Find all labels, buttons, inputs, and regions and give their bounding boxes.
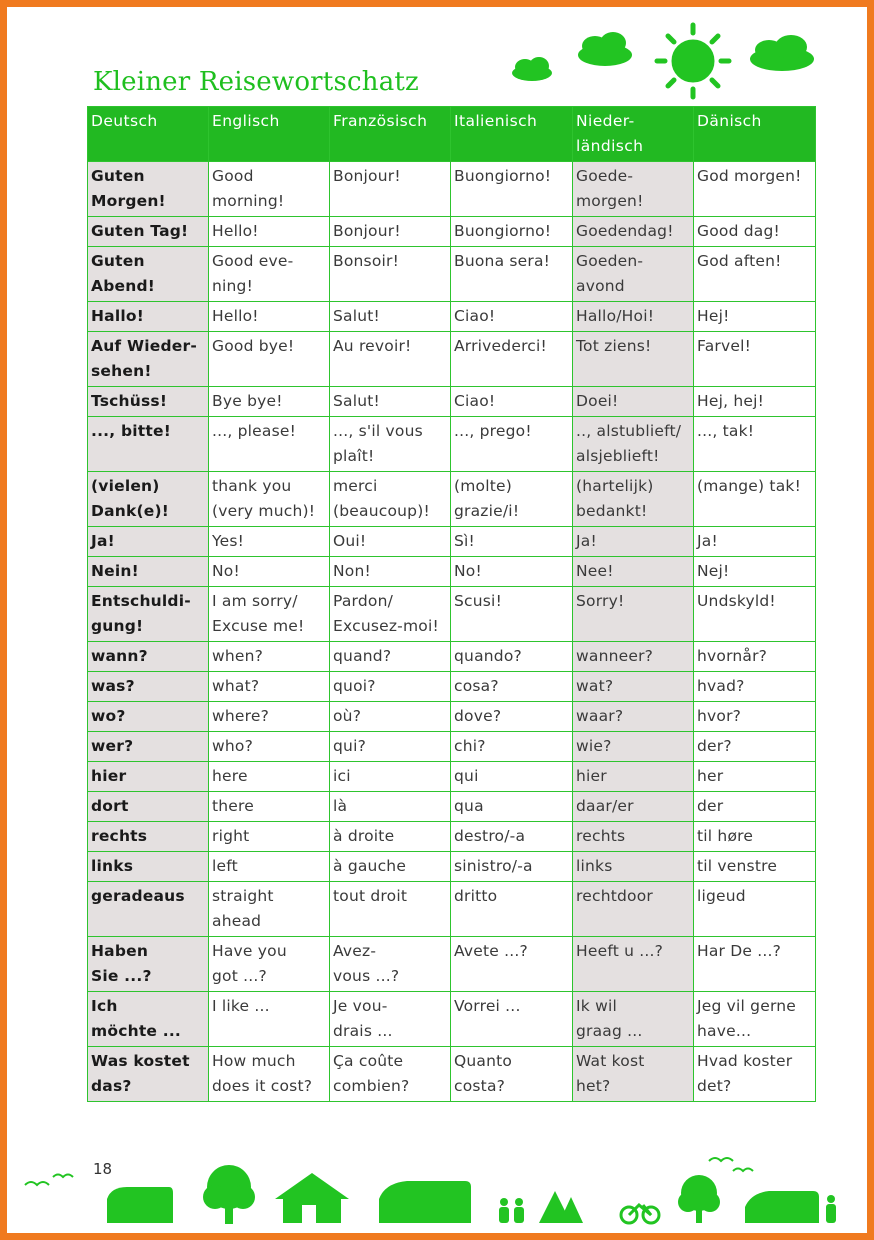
translation-cell: quando? — [451, 642, 573, 672]
translation-cell: Ça coûte combien? — [330, 1047, 451, 1102]
german-term: wo? — [88, 702, 209, 732]
translation-cell: I am sorry/ Excuse me! — [209, 587, 330, 642]
translation-cell: God aften! — [694, 247, 816, 302]
translation-cell: Bonsoir! — [330, 247, 451, 302]
german-term: links — [88, 852, 209, 882]
german-term: hier — [88, 762, 209, 792]
translation-cell: straight ahead — [209, 882, 330, 937]
translation-cell: rechtdoor — [573, 882, 694, 937]
german-term: rechts — [88, 822, 209, 852]
translation-cell: Undskyld! — [694, 587, 816, 642]
sun-icon — [657, 25, 729, 97]
translation-cell: No! — [209, 557, 330, 587]
german-term: Was kostet das? — [88, 1047, 209, 1102]
translation-cell: Pardon/ Excusez-moi! — [330, 587, 451, 642]
german-term: Haben Sie ...? — [88, 937, 209, 992]
translation-cell: left — [209, 852, 330, 882]
german-term: was? — [88, 672, 209, 702]
german-term: Guten Abend! — [88, 247, 209, 302]
translation-cell: (molte) grazie/i! — [451, 472, 573, 527]
translation-cell: Au revoir! — [330, 332, 451, 387]
table-row — [88, 417, 816, 472]
column-header: Italienisch — [451, 107, 573, 162]
table-row — [88, 732, 816, 762]
translation-cell: hier — [573, 762, 694, 792]
table-row — [88, 1047, 816, 1102]
translation-cell: Non! — [330, 557, 451, 587]
translation-cell: God morgen! — [694, 162, 816, 217]
translation-cell: Ik wil graag ... — [573, 992, 694, 1047]
cloud-icon — [750, 35, 814, 71]
german-term: Hallo! — [88, 302, 209, 332]
translation-cell: dritto — [451, 882, 573, 937]
translation-cell: Nee! — [573, 557, 694, 587]
german-term: Tschüss! — [88, 387, 209, 417]
translation-cell: quoi? — [330, 672, 451, 702]
translation-cell: I like ... — [209, 992, 330, 1047]
table-row — [88, 992, 816, 1047]
vocabulary-table — [87, 106, 816, 1102]
table-row — [88, 822, 816, 852]
translation-cell: her — [694, 762, 816, 792]
table-row — [88, 642, 816, 672]
bottom-illustration — [7, 1147, 867, 1233]
column-header: Deutsch — [88, 107, 209, 162]
translation-cell: Good eve- ning! — [209, 247, 330, 302]
translation-cell: Avez- vous ...? — [330, 937, 451, 992]
german-term: Auf Wieder- sehen! — [88, 332, 209, 387]
table-row — [88, 882, 816, 937]
table-row — [88, 852, 816, 882]
translation-cell: cosa? — [451, 672, 573, 702]
translation-cell: chi? — [451, 732, 573, 762]
translation-cell: à droite — [330, 822, 451, 852]
translation-cell: waar? — [573, 702, 694, 732]
translation-cell: Have you got ...? — [209, 937, 330, 992]
german-term: dort — [88, 792, 209, 822]
top-illustration — [497, 17, 857, 107]
german-term: Entschuldi- gung! — [88, 587, 209, 642]
translation-cell: til venstre — [694, 852, 816, 882]
translation-cell: what? — [209, 672, 330, 702]
table-row — [88, 217, 816, 247]
translation-cell: How much does it cost? — [209, 1047, 330, 1102]
translation-cell: Salut! — [330, 387, 451, 417]
translation-cell: tout droit — [330, 882, 451, 937]
translation-cell: rechts — [573, 822, 694, 852]
translation-cell: wanneer? — [573, 642, 694, 672]
tents-icon — [539, 1191, 583, 1223]
table-row — [88, 387, 816, 417]
translation-cell: (hartelijk) bedankt! — [573, 472, 694, 527]
translation-cell: Yes! — [209, 527, 330, 557]
translation-cell: Farvel! — [694, 332, 816, 387]
translation-cell: qua — [451, 792, 573, 822]
translation-cell: Ja! — [573, 527, 694, 557]
translation-cell: Ja! — [694, 527, 816, 557]
translation-cell: Ciao! — [451, 302, 573, 332]
translation-cell: sinistro/-a — [451, 852, 573, 882]
translation-cell: ..., tak! — [694, 417, 816, 472]
translation-cell: thank you (very much)! — [209, 472, 330, 527]
translation-cell: Nej! — [694, 557, 816, 587]
translation-cell: there — [209, 792, 330, 822]
translation-cell: Tot ziens! — [573, 332, 694, 387]
translation-cell: Hello! — [209, 302, 330, 332]
german-term: Nein! — [88, 557, 209, 587]
motorhome-icon — [379, 1181, 471, 1223]
translation-cell: where? — [209, 702, 330, 732]
translation-cell: hvornår? — [694, 642, 816, 672]
german-term: wer? — [88, 732, 209, 762]
translation-cell: destro/-a — [451, 822, 573, 852]
table-body — [88, 162, 816, 1102]
translation-cell: Hvad koster det? — [694, 1047, 816, 1102]
house-icon — [275, 1173, 349, 1223]
table-row — [88, 587, 816, 642]
tree-icon — [203, 1165, 255, 1224]
translation-cell: Scusi! — [451, 587, 573, 642]
van-icon — [745, 1191, 819, 1223]
table-row — [88, 302, 816, 332]
birds-icon — [709, 1158, 753, 1171]
translation-cell: ici — [330, 762, 451, 792]
table-row — [88, 162, 816, 217]
translation-cell: wie? — [573, 732, 694, 762]
translation-cell: qui? — [330, 732, 451, 762]
translation-cell: Goede- morgen! — [573, 162, 694, 217]
translation-cell: ligeud — [694, 882, 816, 937]
translation-cell: où? — [330, 702, 451, 732]
translation-cell: quand? — [330, 642, 451, 672]
cloud-icon — [512, 57, 552, 81]
translation-cell: Hej! — [694, 302, 816, 332]
translation-cell: daar/er — [573, 792, 694, 822]
table-row — [88, 762, 816, 792]
column-header: Dänisch — [694, 107, 816, 162]
translation-cell: links — [573, 852, 694, 882]
translation-cell: Hallo/Hoi! — [573, 302, 694, 332]
table-row — [88, 332, 816, 387]
column-header: Englisch — [209, 107, 330, 162]
german-term: Ich möchte ... — [88, 992, 209, 1047]
caravan-icon — [107, 1187, 173, 1223]
translation-cell: Sì! — [451, 527, 573, 557]
german-term: wann? — [88, 642, 209, 672]
translation-cell: dove? — [451, 702, 573, 732]
translation-cell: Doei! — [573, 387, 694, 417]
translation-cell: Ciao! — [451, 387, 573, 417]
cloud-icon — [578, 32, 632, 66]
translation-cell: Buona sera! — [451, 247, 573, 302]
column-header: Nieder- ländisch — [573, 107, 694, 162]
table-row — [88, 247, 816, 302]
translation-cell: Sorry! — [573, 587, 694, 642]
translation-cell: Goedendag! — [573, 217, 694, 247]
german-term: Ja! — [88, 527, 209, 557]
translation-cell: wat? — [573, 672, 694, 702]
translation-cell: .., alstublieft/ alsjeblieft! — [573, 417, 694, 472]
translation-cell: Wat kost het? — [573, 1047, 694, 1102]
people-icon — [499, 1198, 524, 1223]
translation-cell: here — [209, 762, 330, 792]
german-term: Guten Tag! — [88, 217, 209, 247]
translation-cell: Jeg vil gerne have... — [694, 992, 816, 1047]
translation-cell: Heeft u ...? — [573, 937, 694, 992]
page-number: 18 — [93, 1160, 113, 1178]
german-term: geradeaus — [88, 882, 209, 937]
translation-cell: til høre — [694, 822, 816, 852]
translation-cell: Goeden- avond — [573, 247, 694, 302]
translation-cell: là — [330, 792, 451, 822]
translation-cell: Good dag! — [694, 217, 816, 247]
translation-cell: der? — [694, 732, 816, 762]
translation-cell: Hello! — [209, 217, 330, 247]
translation-cell: Arrivederci! — [451, 332, 573, 387]
translation-cell: (mange) tak! — [694, 472, 816, 527]
person-icon — [826, 1195, 836, 1223]
table-row — [88, 702, 816, 732]
translation-cell: Bonjour! — [330, 162, 451, 217]
bicycle-icon — [621, 1205, 659, 1223]
table-row — [88, 937, 816, 992]
table-row — [88, 472, 816, 527]
translation-cell: Buongiorno! — [451, 217, 573, 247]
german-term: (vielen) Dank(e)! — [88, 472, 209, 527]
translation-cell: ..., please! — [209, 417, 330, 472]
page — [7, 7, 867, 1233]
translation-cell: right — [209, 822, 330, 852]
translation-cell: ..., prego! — [451, 417, 573, 472]
translation-cell: Buongiorno! — [451, 162, 573, 217]
translation-cell: No! — [451, 557, 573, 587]
table-row — [88, 672, 816, 702]
translation-cell: Je vou- drais ... — [330, 992, 451, 1047]
table-row — [88, 557, 816, 587]
german-term: ..., bitte! — [88, 417, 209, 472]
translation-cell: Good morning! — [209, 162, 330, 217]
translation-cell: Salut! — [330, 302, 451, 332]
table-row — [88, 527, 816, 557]
translation-cell: hvad? — [694, 672, 816, 702]
translation-cell: who? — [209, 732, 330, 762]
translation-cell: Oui! — [330, 527, 451, 557]
table-row — [88, 792, 816, 822]
translation-cell: Vorrei ... — [451, 992, 573, 1047]
translation-cell: Avete ...? — [451, 937, 573, 992]
translation-cell: Bonjour! — [330, 217, 451, 247]
tree-icon — [678, 1175, 720, 1223]
translation-cell: merci (beaucoup)! — [330, 472, 451, 527]
german-term: Guten Morgen! — [88, 162, 209, 217]
translation-cell: Good bye! — [209, 332, 330, 387]
translation-cell: Bye bye! — [209, 387, 330, 417]
birds-icon — [25, 1175, 73, 1186]
translation-cell: when? — [209, 642, 330, 672]
translation-cell: Har De ...? — [694, 937, 816, 992]
translation-cell: ..., s'il vous plaît! — [330, 417, 451, 472]
page-title: Kleiner Reisewortschatz — [93, 67, 419, 97]
translation-cell: qui — [451, 762, 573, 792]
translation-cell: hvor? — [694, 702, 816, 732]
translation-cell: Hej, hej! — [694, 387, 816, 417]
translation-cell: der — [694, 792, 816, 822]
translation-cell: à gauche — [330, 852, 451, 882]
translation-cell: Quanto costa? — [451, 1047, 573, 1102]
column-header: Französisch — [330, 107, 451, 162]
table-header — [88, 107, 816, 162]
